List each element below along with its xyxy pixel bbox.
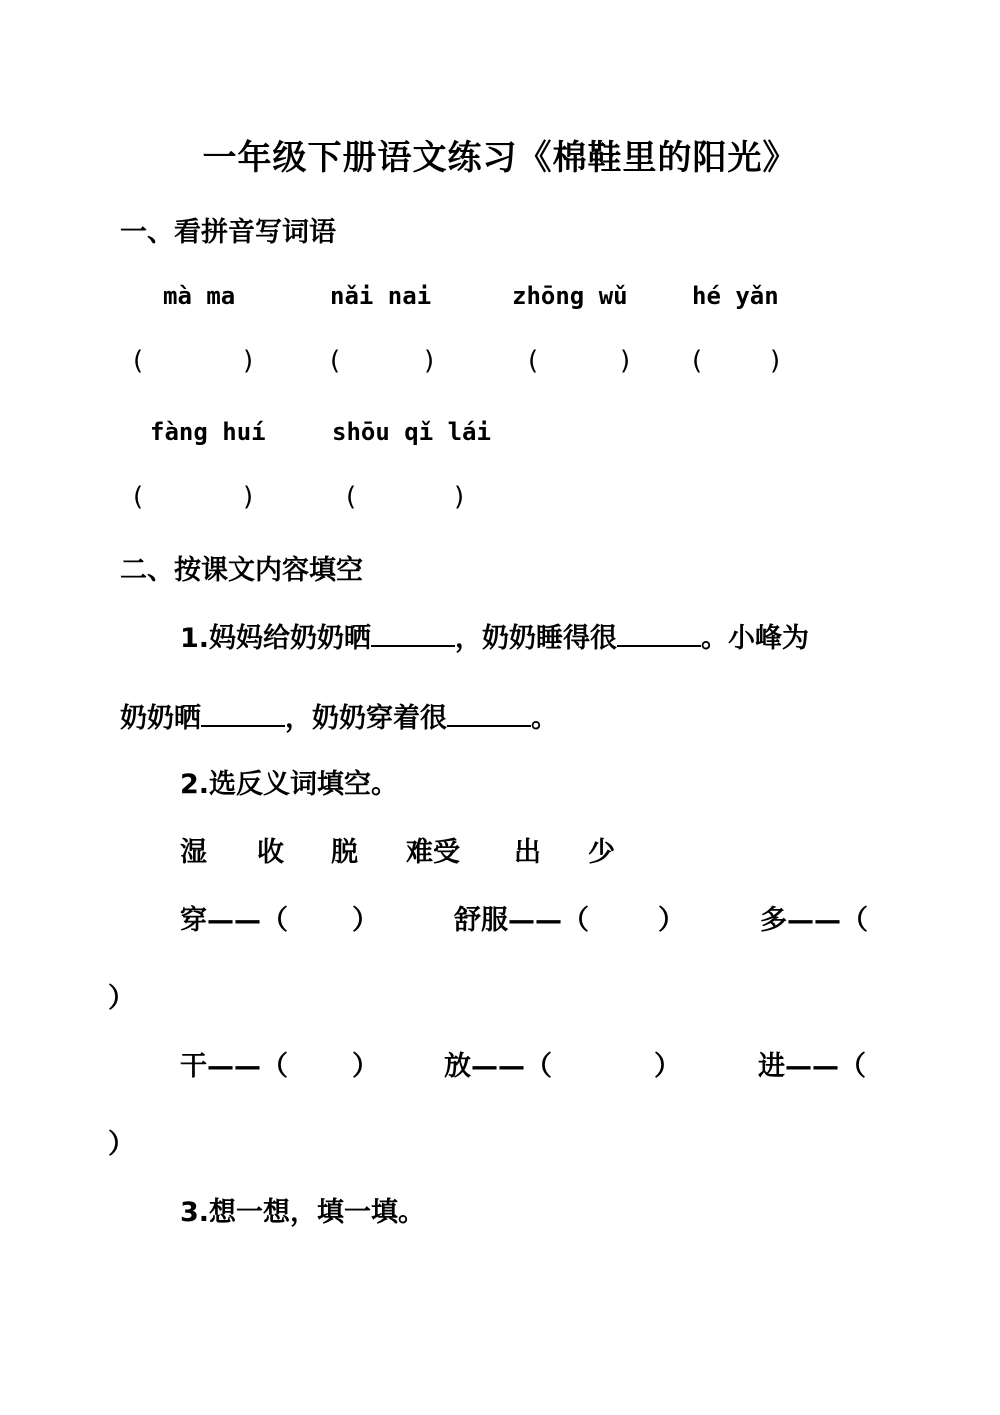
- antonym-choice: 脱: [331, 837, 358, 868]
- fill-blank[interactable]: [447, 703, 531, 727]
- pinyin-item: fàng huí: [150, 418, 266, 446]
- q1-text: 。: [531, 703, 558, 734]
- antonym-pair: 放——（: [444, 1051, 552, 1082]
- page-title: 一年级下册语文练习《棉鞋里的阳光》: [202, 138, 798, 178]
- answer-paren-open: (: [692, 346, 703, 376]
- antonym-paren-close: ）: [108, 983, 135, 1014]
- antonym-paren-close: ）: [108, 1129, 135, 1160]
- q1-text: 。小峰为: [701, 623, 810, 654]
- antonym-choice: 少: [588, 837, 615, 868]
- q1-text: 奶奶晒: [120, 703, 201, 734]
- antonym-pair: 进——（: [758, 1051, 866, 1082]
- answer-paren-close: ): [454, 482, 465, 512]
- q1-text: 1.妈妈给奶奶晒: [180, 623, 372, 654]
- fill-blank[interactable]: [201, 703, 285, 727]
- section-heading-fill: 二、按课文内容填空: [120, 555, 363, 586]
- question-1-line-1: [180, 616, 809, 655]
- pinyin-item: zhōng wǔ: [512, 282, 628, 310]
- antonym-paren-close: ）: [658, 905, 685, 936]
- answer-paren-close: ): [243, 482, 254, 512]
- pinyin-item: mà ma: [163, 282, 236, 310]
- answer-paren-open: (: [133, 482, 144, 512]
- answer-paren-open: (: [133, 346, 144, 376]
- antonym-choice: 出: [514, 837, 541, 868]
- answer-paren-open: (: [528, 346, 539, 376]
- antonym-paren-close: ）: [654, 1051, 681, 1082]
- q1-text: ，奶奶穿着很: [285, 703, 447, 734]
- antonym-choice: 收: [257, 837, 284, 868]
- antonym-choice: 湿: [180, 837, 207, 868]
- question-1-line-2: [120, 696, 558, 735]
- question-2-prompt: 2.选反义词填空。: [180, 769, 399, 800]
- answer-paren-open: (: [330, 346, 341, 376]
- answer-paren-close: ): [620, 346, 631, 376]
- fill-blank[interactable]: [371, 623, 455, 647]
- answer-paren-close: ): [770, 346, 781, 376]
- antonym-pair: 穿——（: [180, 905, 288, 936]
- antonym-pair: 舒服——（: [454, 905, 589, 936]
- antonym-pair: 多——（: [760, 905, 868, 936]
- antonym-choice: 难受: [406, 837, 460, 868]
- pinyin-item: hé yǎn: [692, 282, 779, 310]
- fill-blank[interactable]: [617, 623, 701, 647]
- antonym-pair: 干——（: [180, 1051, 288, 1082]
- answer-paren-close: ): [424, 346, 435, 376]
- pinyin-item: shōu qǐ lái: [332, 418, 491, 446]
- section-heading-pinyin: 一、看拼音写词语: [120, 217, 336, 248]
- antonym-paren-close: ）: [352, 905, 379, 936]
- answer-paren-open: (: [346, 482, 357, 512]
- answer-paren-close: ): [243, 346, 254, 376]
- pinyin-item: nǎi nai: [330, 282, 432, 310]
- antonym-paren-close: ）: [352, 1051, 379, 1082]
- q1-text: ，奶奶睡得很: [455, 623, 618, 654]
- question-3-prompt: 3.想一想，填一填。: [180, 1197, 426, 1228]
